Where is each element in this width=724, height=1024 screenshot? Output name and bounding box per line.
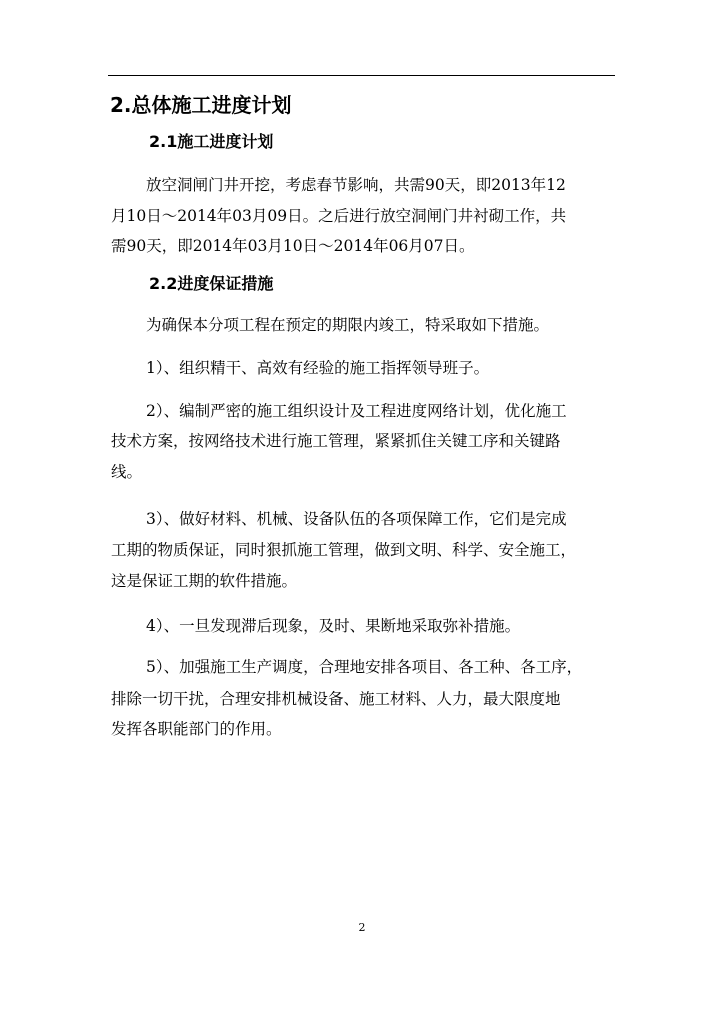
paragraph-line: 放空洞闸门井开挖，考虑春节影响，共需90天，即2013年12 <box>146 176 566 194</box>
main-heading: 2.总体施工进度计划 <box>110 93 292 117</box>
paragraph-line: 5）、加强施工生产调度，合理地安排各项目、各工种、各工序， <box>146 658 583 676</box>
paragraph-line: 2）、编制严密的施工组织设计及工程进度网络计划，优化施工 <box>146 402 567 420</box>
paragraph-line: 技术方案，按网络技术进行施工管理，紧紧抓住关键工序和关键路 <box>111 432 561 450</box>
paragraph-line: 这是保证工期的软件措施。 <box>111 572 298 590</box>
paragraph-line: 排除一切干扰，合理安排机械设备、施工材料、人力，最大限度地 <box>111 690 561 708</box>
paragraph-line: 工期的物质保证，同时狠抓施工管理，做到文明、科学、安全施工， <box>111 541 577 559</box>
measure-item-1: 1）、组织精干、高效有经验的施工指挥领导班子。 <box>146 359 490 377</box>
page-number: 2 <box>358 921 366 934</box>
intro-paragraph: 为确保本分项工程在预定的期限内竣工，特采取如下措施。 <box>146 316 550 334</box>
paragraph-line: 需90天，即2014年03月10日～2014年06月07日。 <box>111 237 475 255</box>
measure-item-4: 4）、一旦发现滞后现象，及时、果断地采取弥补措施。 <box>146 617 521 635</box>
header-rule <box>108 75 615 76</box>
paragraph-line: 3）、做好材料、机械、设备队伍的各项保障工作，它们是完成 <box>146 510 567 528</box>
section-2-1-heading: 2.1施工进度计划 <box>149 132 274 151</box>
paragraph-line: 发挥各职能部门的作用。 <box>111 720 282 738</box>
section-2-2-heading: 2.2进度保证措施 <box>149 274 274 293</box>
paragraph-line: 线。 <box>111 463 143 481</box>
paragraph-line: 月10日～2014年03月09日。之后进行放空洞闸门井衬砌工作，共 <box>111 207 567 225</box>
